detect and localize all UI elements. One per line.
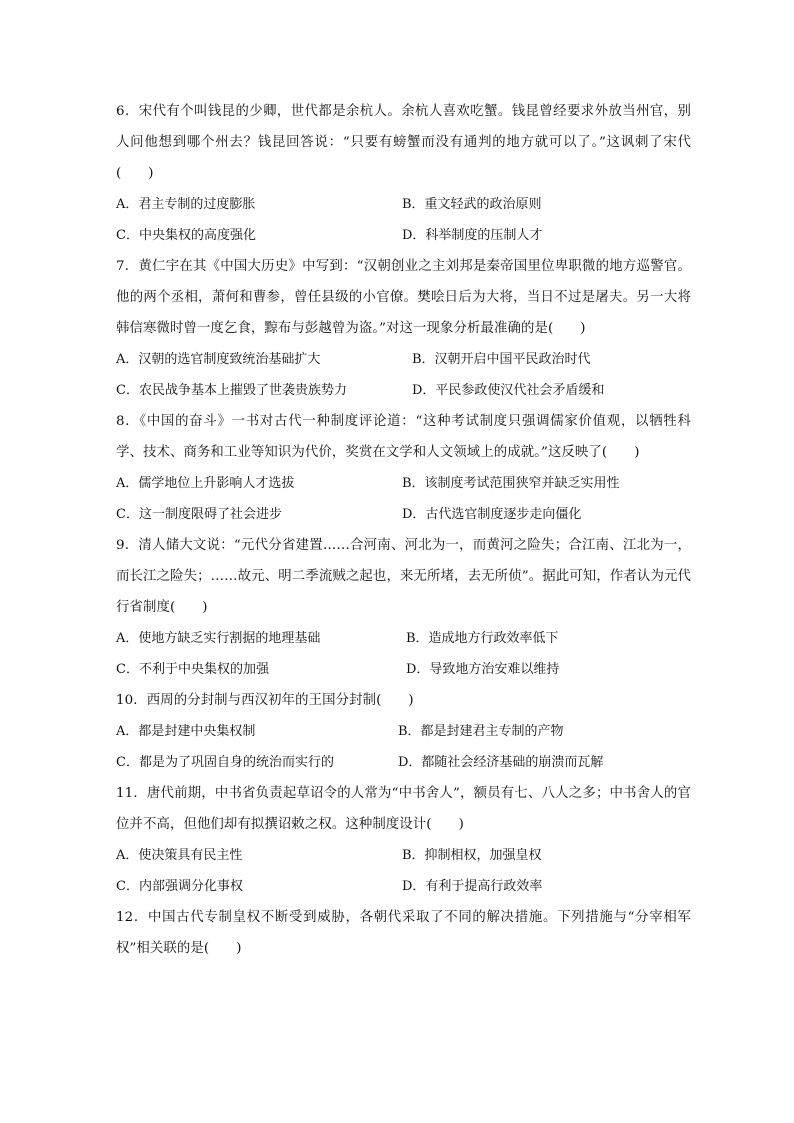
answer-options bbox=[116, 716, 691, 778]
question-stem: 6．宋代有个叫钱昆的少卿，世代都是余杭人。余杭人喜欢吃蟹。钱昆曾经要求外放当州官，别人问他想到哪个州去？钱昆回答说：“只要有螃蟹而没有通判的地方就可以了。”这讽刺了宋代( ) bbox=[116, 104, 691, 181]
answer-options bbox=[116, 840, 691, 902]
option-d[interactable]: D．平民参政使汉代社会矛盾缓和 bbox=[412, 383, 605, 398]
option-b[interactable]: B．该制度考试范围狭窄并缺乏实用性 bbox=[402, 476, 620, 491]
option-a[interactable]: A．使决策具有民主性 bbox=[116, 848, 243, 863]
option-c[interactable]: C．这一制度限碍了社会进步 bbox=[116, 507, 282, 522]
option-d[interactable]: D．导致地方治安难以维持 bbox=[406, 662, 560, 677]
option-c[interactable]: C．农民战争基本上摧毁了世袭贵族势力 bbox=[116, 383, 347, 398]
question-12 bbox=[116, 902, 691, 964]
answer-options bbox=[116, 623, 691, 685]
answer-options bbox=[116, 189, 691, 251]
option-d[interactable]: D．古代选官制度逐步走向僵化 bbox=[402, 507, 582, 522]
option-b[interactable]: B．重文轻武的政治原则 bbox=[402, 197, 542, 212]
option-b[interactable]: B．汉朝开启中国平民政治时代 bbox=[412, 352, 591, 367]
option-b[interactable]: B．抑制相权，加强皇权 bbox=[402, 848, 542, 863]
option-c[interactable]: C．内部强调分化事权 bbox=[116, 879, 243, 894]
question-11 bbox=[116, 778, 691, 902]
option-d[interactable]: D．科举制度的压制人才 bbox=[402, 228, 543, 243]
answer-options bbox=[116, 468, 691, 530]
option-a[interactable]: A．君主专制的过度膨胀 bbox=[116, 197, 256, 212]
option-d[interactable]: D．都随社会经济基础的崩溃而瓦解 bbox=[398, 755, 604, 770]
question-6 bbox=[116, 96, 691, 251]
option-b[interactable]: B．都是封建君主专制的产物 bbox=[398, 724, 564, 739]
question-stem: 10．西周的分封制与西汉初年的王国分封制( ) bbox=[116, 693, 414, 708]
option-a[interactable]: A．汉朝的选官制度致统治基础扩大 bbox=[116, 352, 321, 367]
question-stem: 9．清人储大文说：“元代分省建置……合河南、河北为一，而黄河之险失；合江南、江北为一，而长江之险失；……故元、明二季流贼之起也，来无所堵，去无所侦”。据此可知，作者认为元代行省制度( ) bbox=[116, 538, 691, 615]
answer-options bbox=[116, 344, 691, 406]
question-stem: 7．黄仁宇在其《中国大历史》中写到：“汉朝创业之主刘邦是秦帝国里位卑职微的地方巡警官。他的两个丞相，萧何和曹参，曾任县级的小官僚。樊哙日后为大将，当日不过是屠夫。另一大将韩信寒微时曾一度乞食，黥布与彭越曾为盗。”对这一现象分析最准确的是( ) bbox=[116, 259, 691, 336]
question-stem: 11．唐代前期，中书省负责起草诏令的人常为“中书舍人”，额员有七、八人之多；中书舍人的官位并不高，但他们却有拟撰诏敕之权。这种制度设计( ) bbox=[116, 786, 691, 832]
option-c[interactable]: C．不利于中央集权的加强 bbox=[116, 662, 269, 677]
question-7 bbox=[116, 251, 691, 406]
option-a[interactable]: A．使地方缺乏实行割据的地理基础 bbox=[116, 631, 321, 646]
option-b[interactable]: B．造成地方行政效率低下 bbox=[406, 631, 559, 646]
question-stem: 8．《中国的奋斗》一书对古代一种制度评论道：“这种考试制度只强调儒家价值观，以牺牲科学、技术、商务和工业等知识为代价，奖赏在文学和人文领域上的成就。”这反映了( ) bbox=[116, 414, 691, 460]
option-a[interactable]: A．儒学地位上升影响人才选拔 bbox=[116, 476, 295, 491]
question-9 bbox=[116, 530, 691, 685]
option-c[interactable]: C．都是为了巩固自身的统治而实行的 bbox=[116, 755, 334, 770]
question-stem: 12．中国古代专制皇权不断受到威胁，各朝代采取了不同的解决措施。下列措施与“分宰相军权”相关联的是( ) bbox=[116, 910, 691, 956]
exam-page bbox=[116, 96, 691, 964]
option-a[interactable]: A．都是封建中央集权制 bbox=[116, 724, 256, 739]
question-10 bbox=[116, 685, 691, 778]
option-c[interactable]: C．中央集权的高度强化 bbox=[116, 228, 256, 243]
option-d[interactable]: D．有利于提高行政效率 bbox=[402, 879, 543, 894]
question-8 bbox=[116, 406, 691, 530]
